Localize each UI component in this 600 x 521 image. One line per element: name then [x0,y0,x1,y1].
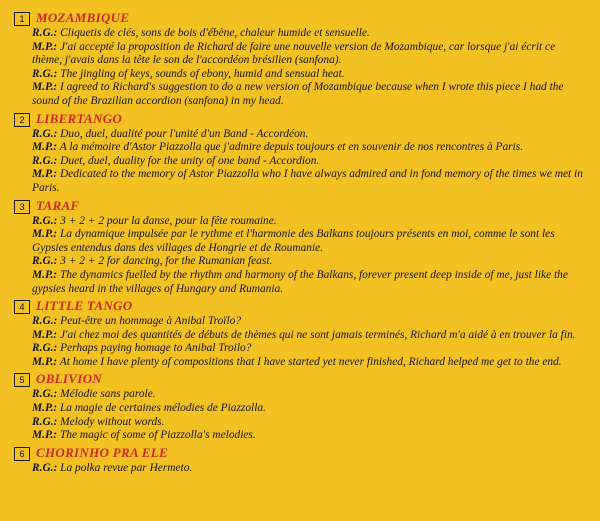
speaker-label: M.P.: [32,168,58,181]
note-line [32,416,586,430]
note-line [32,215,586,229]
track-notes [14,27,586,109]
speaker-label: M.P.: [32,429,58,442]
note-text: Peut-être un hommage à Anibal Troïlo? [57,315,242,328]
note-line [32,429,586,443]
speaker-label: M.P.: [32,268,58,281]
track-title: CHORINHO PRA ELE [36,444,168,460]
track-title: LIBERTANGO [36,110,123,126]
note-text: A la mémoire d'Astor Piazzolla que j'admire depuis toujours et en souvenir de nos rencontres à Paris. [57,141,524,154]
note-text: At home I have plenty of compositions that I have started yet never finished, Richard helped me get to the end. [57,355,562,368]
track-header [14,371,586,387]
note-line [32,155,586,169]
speaker-label: M.P.: [32,141,58,154]
note-line [32,255,586,269]
note-text: Melody without words. [57,415,165,428]
track-notes [14,388,586,442]
note-text: La magie de certaines mélodies de Piazzolla. [57,402,266,415]
note-text: The dynamics fuelled by the rhythm and harmony of the Balkans, forever present deep inside of me, just like the gypsies heard in the villages of Hungary and Rumania. [32,268,568,295]
track-entry [14,371,586,442]
track-entry [14,111,586,196]
track-header [14,445,586,461]
speaker-label: R.G.: [32,67,58,80]
track-number: 6 [14,447,30,461]
note-text: Mélodie sans parole. [57,388,156,401]
track-entry [14,198,586,297]
note-text: 3 + 2 + 2 pour la danse, pour la fête roumaine. [57,214,277,227]
track-number: 2 [14,113,30,127]
speaker-label: R.G.: [32,388,58,401]
note-line [32,269,586,296]
speaker-label: M.P.: [32,328,58,341]
note-text: Duo, duel, dualité pour l'unité d'un Band - Accordéon. [57,127,309,140]
note-text: The jingling of keys, sounds of ebony, humid and sensual heat. [57,67,345,80]
speaker-label: R.G.: [32,415,58,428]
note-text: 3 + 2 + 2 for dancing, for the Rumanian feast. [57,255,273,268]
track-number: 5 [14,373,30,387]
speaker-label: R.G.: [32,255,58,268]
track-number: 1 [14,12,30,26]
track-notes [14,315,586,369]
track-title: MOZAMBIQUE [36,10,130,25]
speaker-label: R.G.: [32,27,58,39]
track-header [14,111,586,127]
note-line [32,128,586,142]
note-text: Perhaps paying homage to Anibal Troilo? [57,342,252,355]
track-header [14,10,586,26]
note-text: Duet, duel, duality for the unity of one band - Accordion. [57,154,320,167]
note-line [32,342,586,356]
speaker-label: M.P.: [32,355,58,368]
speaker-label: R.G.: [32,342,58,355]
note-line [32,329,586,343]
note-line [32,228,586,255]
speaker-label: M.P.: [32,228,58,241]
note-line [32,81,586,108]
note-line [32,315,586,329]
speaker-label: M.P.: [32,81,58,94]
note-text: Dedicated to the memory of Astor Piazzolla who I have always admired and in fond memory of the times we met in Paris. [32,168,583,194]
note-text: I agreed to Richard's suggestion to do a new version of Mozambique because when I wrote this piece I had the sound of the Brazilian accordion (sanfona) in my head. [32,81,564,107]
track-entry [14,298,586,369]
track-title: TARAF [36,197,80,213]
note-line [32,462,586,476]
note-text: La dynamique impulsée par le rythme et l'harmonie des Balkans toujours présents en moi, comme le sont les Gypsies entendus dans des villages de Hongrie et de Roumanie. [32,228,555,254]
track-entry [14,10,586,109]
track-number: 3 [14,200,30,214]
speaker-label: M.P.: [32,402,58,415]
note-text: Cliquetis de clés, sons de bois d'ébène, chaleur humide et sensuelle. [57,27,370,39]
note-text: J'ai accepté la proposition de Richard de faire une nouvelle version de Mozambique, car lorsque j'ai écrit ce thème, j'avais dans la tête le son de l'accordéon brésilien (sanfona). [32,40,556,67]
track-notes [14,128,586,196]
track-header [14,198,586,214]
track-number: 4 [14,300,30,314]
track-entry [14,445,586,476]
track-list [14,10,586,475]
note-line [32,402,586,416]
speaker-label: R.G.: [32,127,58,140]
speaker-label: R.G.: [32,461,58,474]
track-title: LITTLE TANGO [36,298,133,314]
note-line [32,68,586,82]
note-line [32,41,586,68]
note-line [32,356,586,370]
track-title: OBLIVION [36,371,102,387]
note-line [32,141,586,155]
note-line [32,388,586,402]
note-text: La polka revue par Hermeto. [57,461,193,474]
note-line [32,27,586,41]
track-header [14,298,586,314]
note-text: J'ai chez moi des quantités de débuts de thèmes qui ne sont jamais terminés, Richard m'a aidé à en trouver la fin. [57,328,576,341]
speaker-label: R.G.: [32,315,58,328]
note-text: The magic of some of Piazzolla's melodies. [57,429,256,442]
note-line [32,168,586,195]
speaker-label: M.P.: [32,40,58,53]
track-notes [14,462,586,476]
track-notes [14,215,586,297]
speaker-label: R.G.: [32,214,58,227]
speaker-label: R.G.: [32,154,58,167]
